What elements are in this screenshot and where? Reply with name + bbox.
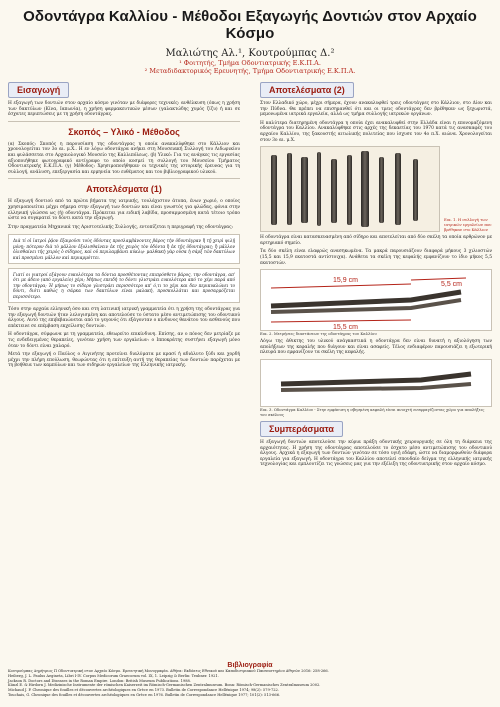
forceps-measure-drawing bbox=[261, 270, 491, 330]
results2-text-3: Η οδοντάγρα είναι κατασκευασμένη από σίδηρο και αποτελείται από δύο σκέλη τα οποία αρθρώνον με αρτηριακό σημείο. bbox=[260, 235, 492, 246]
tool-image bbox=[271, 155, 277, 225]
bibliography-title: Βιβλιογραφία bbox=[227, 662, 273, 669]
results-text-1: Η εξαγωγή δοντιού από τα πρώτα βήματα της ιατρικής, τουλάχιστον άτυπα, ένων χωριό, ο οποίος χρησιμοποιείται μέχρι σήμερα στην εξαγωγή των δοντιών και είναι γνωστός για φλώδας, φόνια στην ελληνική γλώσσα ως (ή) οδοντάγρα. Πρόκειται για ειδική λαβίδα, προσαρμοσμένη κατά τέτοιο τρόπο ώστε να συγκρατεί το δόντι κατά την εξαγωγή. bbox=[8, 199, 240, 222]
divider bbox=[8, 178, 240, 179]
tool-image bbox=[395, 153, 401, 225]
authors: Μαλιώτης Αλ.¹, Κουτρούμπας Δ.² bbox=[165, 48, 335, 59]
section-title-aim: Σκοπός – Υλικό - Μέθοδος bbox=[68, 126, 180, 137]
dim-label-3: 5,5 cm bbox=[441, 281, 463, 289]
figure-3-caption: Εικ. 3. Οδοντάγρα Καλλίου - Στην εμφάνιση η σβησμένη κεφαλή είναι ανοιχτή ενσφραγίζοντας χώρο για απολήξεις του σκέλους bbox=[260, 406, 485, 417]
dim-label-2: 15,5 cm bbox=[333, 324, 358, 331]
figure-2-measure-image bbox=[260, 269, 492, 331]
figure-1-caption: Εικ. 1. Η συλλογή των ιατρικών εργαλείων που βρέθηκαν στο Κάλλιον bbox=[444, 217, 492, 233]
affiliation-2: ² Μεταδιδακτορικός Ερευνητής, Τμήμα Οδοντιατρικής Ε.Κ.Π.Α. bbox=[144, 67, 356, 75]
dimension-line bbox=[271, 284, 411, 288]
figure-1-tools-image bbox=[260, 146, 440, 232]
dimension-line bbox=[411, 278, 466, 280]
results2-text-5: Λόγω της άθικτης του υλικού ανάγκαστικά η οδοντάγρα δεν είναι δυνατή η αξιολόγηση των απολήξεων της κεφαλής που διάγουν και είναι ασαφείς. Τέλος ενδιαφέρον παρουσιάζει η εξωτερική πλευρά που εμφανίζουν τα σκέλη της κεφαλής. bbox=[260, 339, 492, 356]
results2-text-2: Η καλύτερα διατηρημένη οδοντάγρα η οποία έχει ανακαλυφθεί στην Ελλάδα είναι η επονομαζόμενη οδοντάγρα του Καλλίου. Ανακαλύφθηκε στις αρχές της δεκαετίας του 1970 κατά τις ανασκαφές του αρχαίου Καλλίου, της ξακουστής αιτωλικής πολιτείας που ίσχυσε τον 4ο π.Χ. αιώνα. Χρονολογείται στον 3ο αι. μ.Χ. bbox=[260, 120, 492, 143]
bibliography-entry: Κουτρούμπας Δημήτριος Π Οδοντιατρική στον Αρχαίο Κόσμο. Ερευνητική Μονογραφία. Αθήνα: Εκδόσεις Εθνικού και Καποδιστριακού Πανεπιστημίου Αθηνών 2016: 258-266. bbox=[8, 669, 329, 673]
bibliography-entry: Touchais, G. Chronique des fouilles et découvertes archéologiques en Grèce en 1976. Bulletin de Correspondance Hellénique 1977; 101(2): 513-666. bbox=[8, 692, 281, 697]
tool-image bbox=[331, 159, 337, 223]
results2-text-4: Τα δύο σκέλη είναι ελαφρώς ανασηκωμένα. Τα μακρά παρουσιάζουν διαφορά μήκους 3 χιλιοστών (15,5 και 15,9 εκατοστά αντίστοιχα). Ανάθετα τα σκέλη της κεφαλής εμφανίζουν το ίδιο μήκος 5,5 εκατοστών. bbox=[260, 249, 492, 266]
figure-3-forceps-image bbox=[260, 359, 492, 407]
results2-text-1: Στον Ελλαδικό χώρο, μέχρι σήμερα, έχουν ανακαλυφθεί τρεις οδοντάγρες στο Κάλλιον, στο Δίον και την Πύδνα. Θα πρέπει να επισημανθεί ότι και οι τρεις οδοντάγρες δεν βρέθηκαν ως ξεχωριστά, μεμονωμένα ιατρικά εργαλεία, αλλά ως τμήμα συλλογής ιατρικών οργάνων. bbox=[260, 101, 492, 118]
tool-image bbox=[287, 153, 292, 225]
results-text-4: Η οδοντάγρα, σύμφωνα με τη γραμματεία, εθεωρείτο επικίνδυνη. Επίσης, αν ο πόνος δεν μετρίαζε με τις ενδεδειγμένες θεραπείες, γινόταν χρήση των εργαλείων: ο Ιπποκράτης συστήνει εξαγωγή μόνο όταν το δόντι είναι χαλαρό. bbox=[8, 332, 240, 349]
forceps-arm bbox=[281, 374, 471, 384]
bibliography-entry: Heiberg, J. L. Paulus Aegineta, Libri I-IV. Corpus Medicorum Graecorum vol. IX, 1. Leipzig & Berlin: Teubner. 1921. bbox=[8, 673, 219, 678]
bibliography-entry: Michaud J. P. Chronique des fouilles et découvertes archéologiques en Grèce en 1973. Bulletin de Correspondance Hellénique 1974; 98(2): 579-722. bbox=[8, 688, 279, 693]
bibliography bbox=[8, 662, 492, 698]
left-column bbox=[8, 78, 240, 372]
poster-header bbox=[0, 0, 500, 75]
section-title-results-2: Αποτελέσματα (2) bbox=[260, 82, 354, 98]
quote-greek: Διὰ τί οἱ ἰατροὶ ῥᾷον ἐξαιροῦσι τοὺς ὀδόντας προσλαμβάνοντες βάρος τὴν ὀδοντάγραν ἢ τῇ χειρὶ ψιλῇ μόνῃ; πότερον διὰ τὸ μᾶλλον ἐξολισθαίνειν ἐκ τῆς χειρὸς τὸν ὀδόντα ἢ ἐκ τῆς ὀδοντάγρας; ἢ μᾶλλον ὀλισθαίνει τῆς χειρὸς ὁ σίδηρος, καὶ οὐ περιλαμβάνει κύκλῳ· μαλθακὴ γὰρ οὖσα ἡ σὰρξ τῶν δακτύλων καὶ προσμένει μᾶλλον καὶ περιαρμόττει. bbox=[8, 234, 240, 264]
dimension-line bbox=[271, 320, 411, 322]
right-column bbox=[260, 78, 492, 471]
results-text-3: Τόσο στην αρχαία ελληνική όσο και στη λατινική ιατρική γραμματεία ότι η χρήση της οδοντάγρας για την εξαγωγή δοντιών ήταν λελογισμένη και αποτελούσε το ύστατο μέσο αντιμετώπισης του οδοντικού άλγους. Αυτό της επιβεβαιώνεται από το γεγονός ότι εξάγονταν ο κίνδυνος θανάτου του ασθενούς που επέκτεινε σε επέμβαση εκχείλισης δοντιών. bbox=[8, 306, 240, 329]
aim-text: (α) Σκοπός: Σκοπός η παρουσίαση της οδοντάγρας η οποία ανακαλύφθηκε στο Κάλλιον και χρονολογείται τον 3ο αι. μ.Χ.. Η εν λόγω οδοντάγρα ανήκει στη Μουσειακή Συλλογή του Λιδωρικίου και φυλάσσεται στο Αρχαιολογικό Μουσείο της Καλλιπόλεως. (β) Υλικό: Για τις ανάγκες τις εργασίας αξιοποιήθηκε φωτογραφικό αντίγραφο το οποίο κοσμεί τη συλλογή του Μουσείου Τμήματος Οδοντιατρικής Ε.Κ.Π.Α. (γ) Μέθοδος: Χρησιμοποιήθηκαν οι τεχνικές της ιστορικής έρευνας για τη συλλογή, ανάλυση, επεξεργασία και ερμηνεία του ευθέματος και του βιβλιογραφικού υλικού. bbox=[8, 141, 240, 175]
results-text-5: Μετά την εξαγωγή ο Παύλος ο Αιγινήτης προτείνει διαλύματα με κρασί ή αδιάλυτο ξύδι και χορδή μέχρι την πλήρη επούλωση, θεωρώντας ότι η επίτευξη αυτή της θεραπείας των δοντιών παρέχεται με τη βοήθεια των καμπύλων και των σιδηρών εργαλείων της Ελληνικής ιατρικής. bbox=[8, 352, 240, 369]
tool-image bbox=[413, 159, 418, 221]
figure-1-row bbox=[260, 146, 492, 232]
section-title-intro: Εισαγωγή bbox=[8, 82, 69, 98]
conclusion-text: Η εξαγωγή δοντιών αποτελούσε την κύρια πράξη οδοντικής χειρουργικής σε όλη τη διάρκεια της αρχαιότητας. Η χρήση της οδοντάγρας αποτελούσε το έσχατο μέσο αντιμετώπισης του οδοντικού άλγους. Αρχικά η εξαγωγή των δοντιών γινόταν σε τόσο υγιή εδάφη, ώστε να διαμορφωθούν διάφορα εργαλεία για εξαγωγή. Η οδοντάγρα του Καλλίου αποτελεί σπουδαίο δείγμα της ελληνικής ιατρικής τεχνολογίας και εμπλουτίζει τις γνώσεις μας για την εξέλιξη της οδοντιατρικής στον αρχαίο κόσμο. bbox=[260, 439, 492, 468]
intro-text: Η εξαγωγή των δοντιών στον αρχαίο κόσμο γινόταν με διάφορες τεχνικές: ανθέλκυση (όπως η χρήση των δακτύλων (Κίνα, Ιαπωνία), η χρήση φαρμακευτικών μέσων (γαλακτώδης χυμός ζίζυ) ή και σε έσχατες περιπτώσεις με τη χρήση οδοντάγρας. bbox=[8, 101, 240, 118]
tool-image bbox=[361, 151, 369, 227]
bibliography-entry: Jackson R. Doctors and Diseases in the Roman Empire. London: British Museum Publications. 1988. bbox=[8, 678, 191, 683]
tool-image bbox=[301, 157, 308, 223]
dim-label-1: 15,9 cm bbox=[333, 277, 358, 285]
tool-image bbox=[379, 157, 384, 223]
forceps-drawing bbox=[261, 360, 491, 406]
results-text-2: Στην πραγματεία Μηχανικά της Αριστοτελικής Συλλογής, εντοπίζεται η περιγραφή της οδοντάγρας: bbox=[8, 224, 234, 230]
quote-translation: Γιατί οι γιατροί εξάγουν ευκολότερα τα δόντια προσθέτοντας επιπρόσθετο βάρος, την οδοντάγρα, απ' ότι με άδειο (από εργαλείο) χέρι; Μήπως επειδή το δόντι γλιστράει ευκολότερα από το χέρι παρά από την οδοντάγρα; Ή μήπως το σίδερο γλιστράει περισσότερο απ' ό,τι το χέρι και δεν περικυκλώνει το δόντι, διότι καθώς η σάρκα των δακτύλων είναι μαλακή, προσκολλάται και προσαρμόζεται περισσότερο. bbox=[8, 268, 240, 303]
bibliography-entry: Künzl E. & Hirdorn J. Medizinische Instrumente der römischen Kaiserzeit im Römisch-Germanischen Zentralmuseum. Bonn: Römisch-Germanisches Zentralmuseum 2002. bbox=[8, 683, 321, 688]
poster-title: Οδοντάγρα Καλλίου - Μέθοδοι Εξαγωγής Δοντιών στον Αρχαίο Κόσμο bbox=[23, 8, 477, 42]
divider bbox=[8, 121, 240, 122]
section-title-conclusion: Συμπεράσματα bbox=[260, 421, 343, 437]
figure-2-caption: Εικ. 2. Μετρήσεις διαστάσεων της οδοντάγρας του Καλλίου bbox=[260, 331, 377, 337]
tool-image bbox=[347, 155, 352, 225]
section-title-results-1: Αποτελέσματα (1) bbox=[86, 184, 162, 195]
affiliation-1: ¹ Φοιτητής, Τμήμα Οδοντιατρικής Ε.Κ.Π.Α. bbox=[179, 59, 321, 67]
tool-image bbox=[317, 152, 321, 226]
